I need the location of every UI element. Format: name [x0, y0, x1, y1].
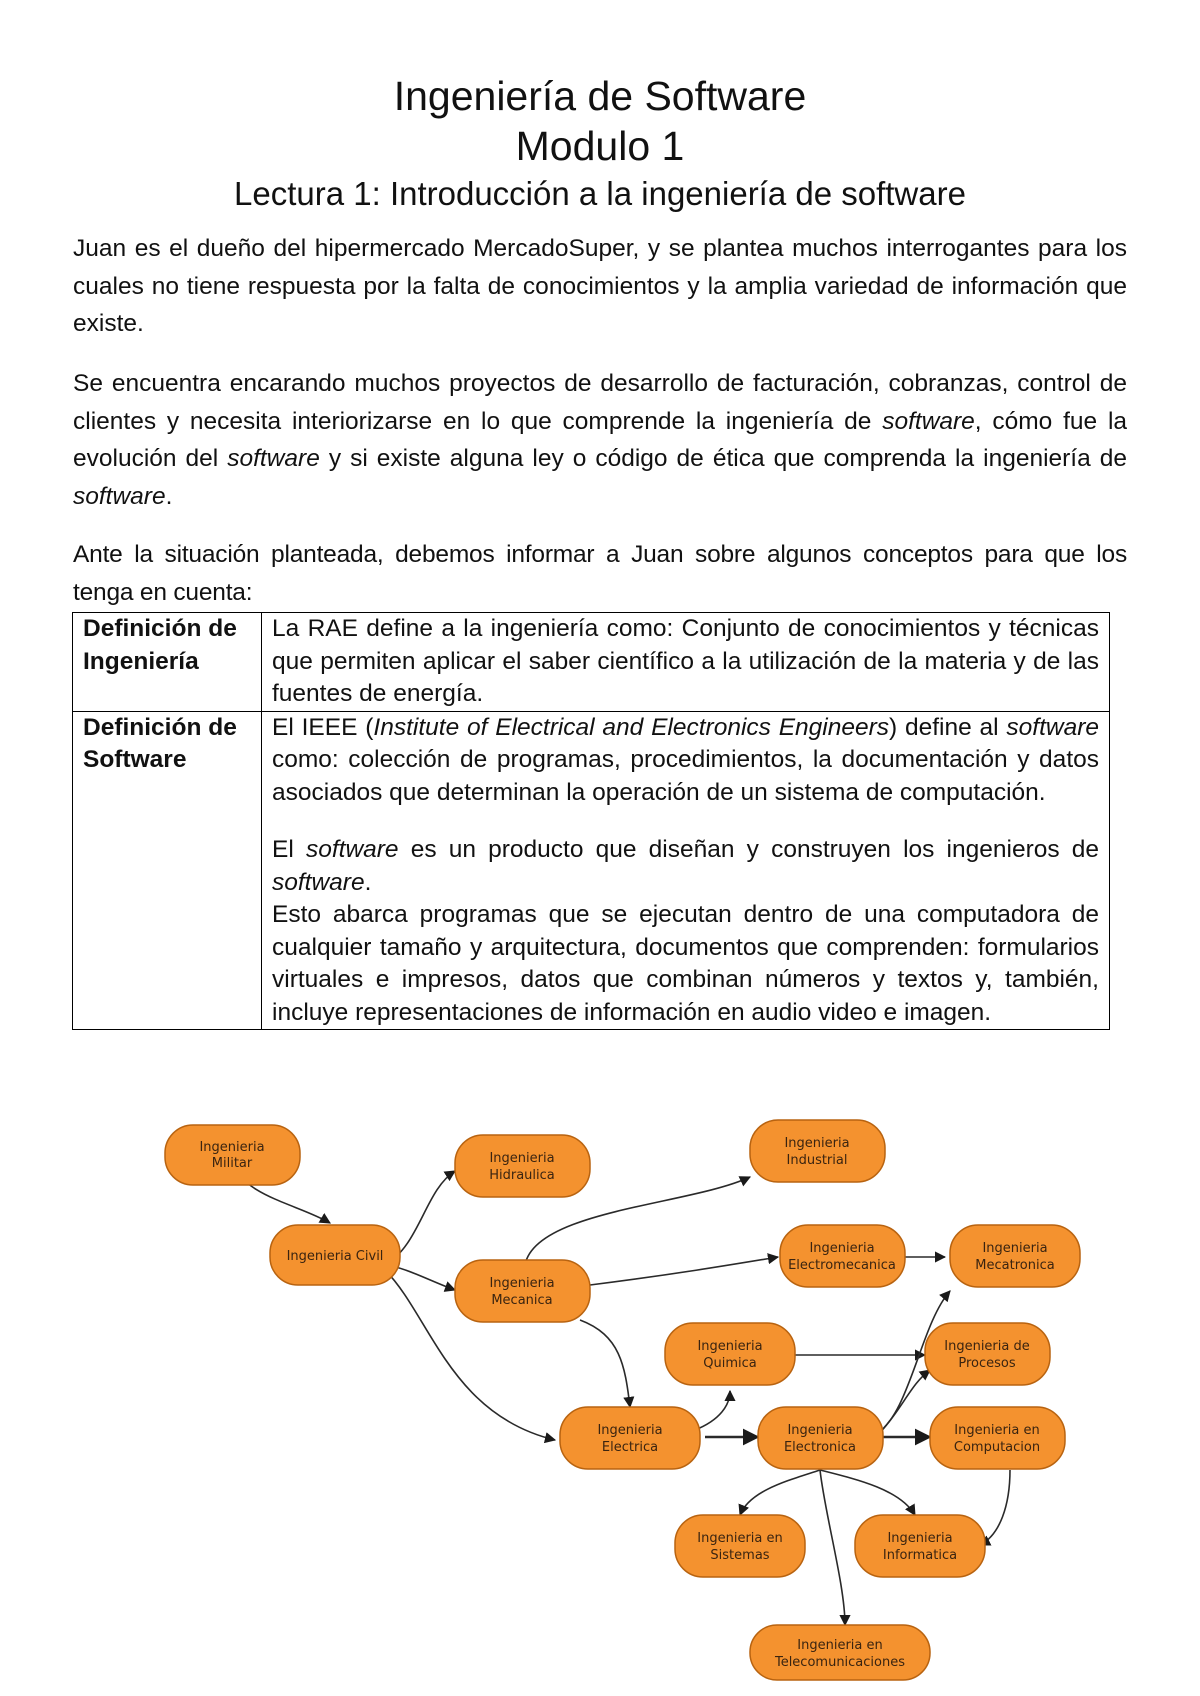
node-ingenieria-informatica [855, 1515, 985, 1577]
node-label: Mecanica [491, 1293, 553, 1308]
term-cell: Definición de Software [73, 711, 262, 1030]
text-span: es un producto que diseñan y construyen los ingenieros de [398, 836, 1100, 863]
lecture-title: Lectura 1: Introducción a la ingeniería de software [234, 175, 966, 212]
node-label: Ingenieria [697, 1339, 763, 1354]
italic-term: software [882, 407, 975, 435]
intro-paragraph-2 [73, 365, 1127, 515]
node-label: Ingenieria Civil [286, 1249, 384, 1264]
intro-paragraph-1: Juan es el dueño del hipermercado MercadoSuper, y se plantea muchos interrogantes para los cuales no tiene respuesta por la falta de conocimientos y la amplia variedad de información que existe. [73, 235, 1127, 337]
node-ingenieria-electrica [560, 1407, 700, 1469]
node-ingenieria-sistemas [675, 1515, 805, 1577]
node-ingenieria-telecomunicaciones [750, 1625, 930, 1680]
node-ingenieria-electromecanica [780, 1225, 905, 1287]
node-label: Ingenieria [887, 1531, 953, 1546]
node-label: Ingenieria [489, 1151, 555, 1166]
node-ingenieria-computacion [930, 1407, 1065, 1469]
node-label: Ingenieria en [954, 1423, 1040, 1438]
text-span: . [364, 868, 372, 896]
node-label: Hidraulica [489, 1168, 555, 1183]
node-label: Computacion [953, 1440, 1041, 1455]
text-span: y si existe alguna ley o código de ética que comprenda la ingeniería de [319, 445, 1127, 472]
node-label: Ingenieria [787, 1423, 853, 1438]
table-row [73, 613, 1110, 712]
table-row [73, 711, 1110, 1030]
node-ingenieria-civil [270, 1225, 400, 1285]
text-span: Se encuentra encarando muchos proyectos de desarrollo de facturación, cobranzas, control de clientes y necesita interiorizarse en lo que comprende la ingeniería de [73, 370, 1127, 435]
edge-electronica-telecom [820, 1470, 845, 1625]
italic-term: software [1006, 713, 1100, 741]
node-label: Industrial [786, 1153, 848, 1168]
node-ingenieria-quimica [665, 1323, 795, 1385]
italic-term: Institute of Electrical and Electronics Engineers [373, 713, 890, 741]
edge-computacion-informatica [980, 1470, 1010, 1545]
node-label: Telecomunicaciones [774, 1655, 906, 1670]
node-label: Ingenieria [784, 1136, 850, 1151]
definitions-table [72, 612, 1110, 1030]
node-label: Electrica [601, 1440, 659, 1455]
node-label: Ingenieria [199, 1140, 265, 1155]
node-label: Ingenieria [489, 1276, 555, 1291]
definition-cell [262, 613, 1110, 712]
node-label: Electromecanica [788, 1258, 896, 1273]
node-ingenieria-procesos [925, 1323, 1050, 1385]
italic-term: software [73, 482, 166, 510]
node-ingenieria-electronica [758, 1407, 883, 1469]
edge-electrica-quimica [695, 1391, 730, 1430]
edge-electronica-procesos [878, 1370, 930, 1435]
text-span: ) define al [889, 713, 1007, 741]
intro-paragraph-3: Ante la situación planteada, debemos informar a Juan sobre algunos conceptos para que los tenga en cuenta: [73, 541, 1127, 606]
node-ingenieria-mecanica [455, 1260, 590, 1322]
node-ingenieria-militar [165, 1125, 300, 1185]
italic-term: software [272, 868, 365, 896]
text-span: El IEEE ( [272, 713, 374, 741]
edge-mecanica-electrica [580, 1320, 630, 1407]
module-title: Modulo 1 [515, 123, 685, 169]
node-label: Ingenieria [809, 1241, 875, 1256]
node-label: Militar [211, 1156, 253, 1171]
node-ingenieria-mecatronica [950, 1225, 1080, 1287]
definition-cell [262, 711, 1110, 1030]
text-span: como: colección de programas, procedimientos, la documentación y datos asociados que determinan la operación de un sistema de computación. [272, 746, 1099, 806]
text-span: . [165, 482, 173, 510]
definition-text: La RAE define a la ingeniería como: Conjunto de conocimientos y técnicas que permiten aplicar el saber científico a la utilización de la materia y de las fuentes de energía. [272, 615, 1099, 707]
node-label: Ingenieria [982, 1241, 1048, 1256]
node-label: Ingenieria de [944, 1339, 1030, 1354]
italic-term: software [227, 445, 320, 472]
text-span: El [272, 836, 306, 863]
node-label: Informatica [882, 1548, 958, 1563]
page-title: Ingeniería de Software [393, 73, 807, 119]
node-label: Quimica [703, 1356, 757, 1371]
node-label: Mecatronica [975, 1258, 1055, 1273]
node-label: Sistemas [710, 1548, 770, 1563]
node-ingenieria-hidraulica [455, 1135, 590, 1197]
term-cell: Definición de Ingeniería [73, 613, 262, 712]
text-span: , cómo fue la evolución del [73, 407, 1128, 472]
node-label: Ingenieria [597, 1423, 663, 1438]
edge-mecanica-electromecanica [590, 1257, 778, 1285]
node-label: Ingenieria en [797, 1638, 883, 1653]
node-ingenieria-industrial [750, 1120, 885, 1182]
node-label: Electronica [783, 1440, 857, 1455]
node-label: Procesos [958, 1356, 1016, 1371]
definition-text [272, 712, 1099, 810]
engineering-evolution-diagram [130, 1095, 1130, 1685]
edge-electronica-sistemas [740, 1470, 820, 1515]
definition-text [272, 834, 1099, 899]
definition-text: Esto abarca programas que se ejecutan dentro de una computadora de cualquier tamaño y arquitectura, documentos que comprenden: formularios virtuales e impresos, datos que combinan números y textos y, también, incluye representaciones de información en audio video e imagen. [272, 901, 1099, 1026]
node-label: Ingenieria en [697, 1531, 783, 1546]
edge-electronica-informatica [820, 1470, 915, 1515]
italic-term: software [305, 836, 399, 863]
